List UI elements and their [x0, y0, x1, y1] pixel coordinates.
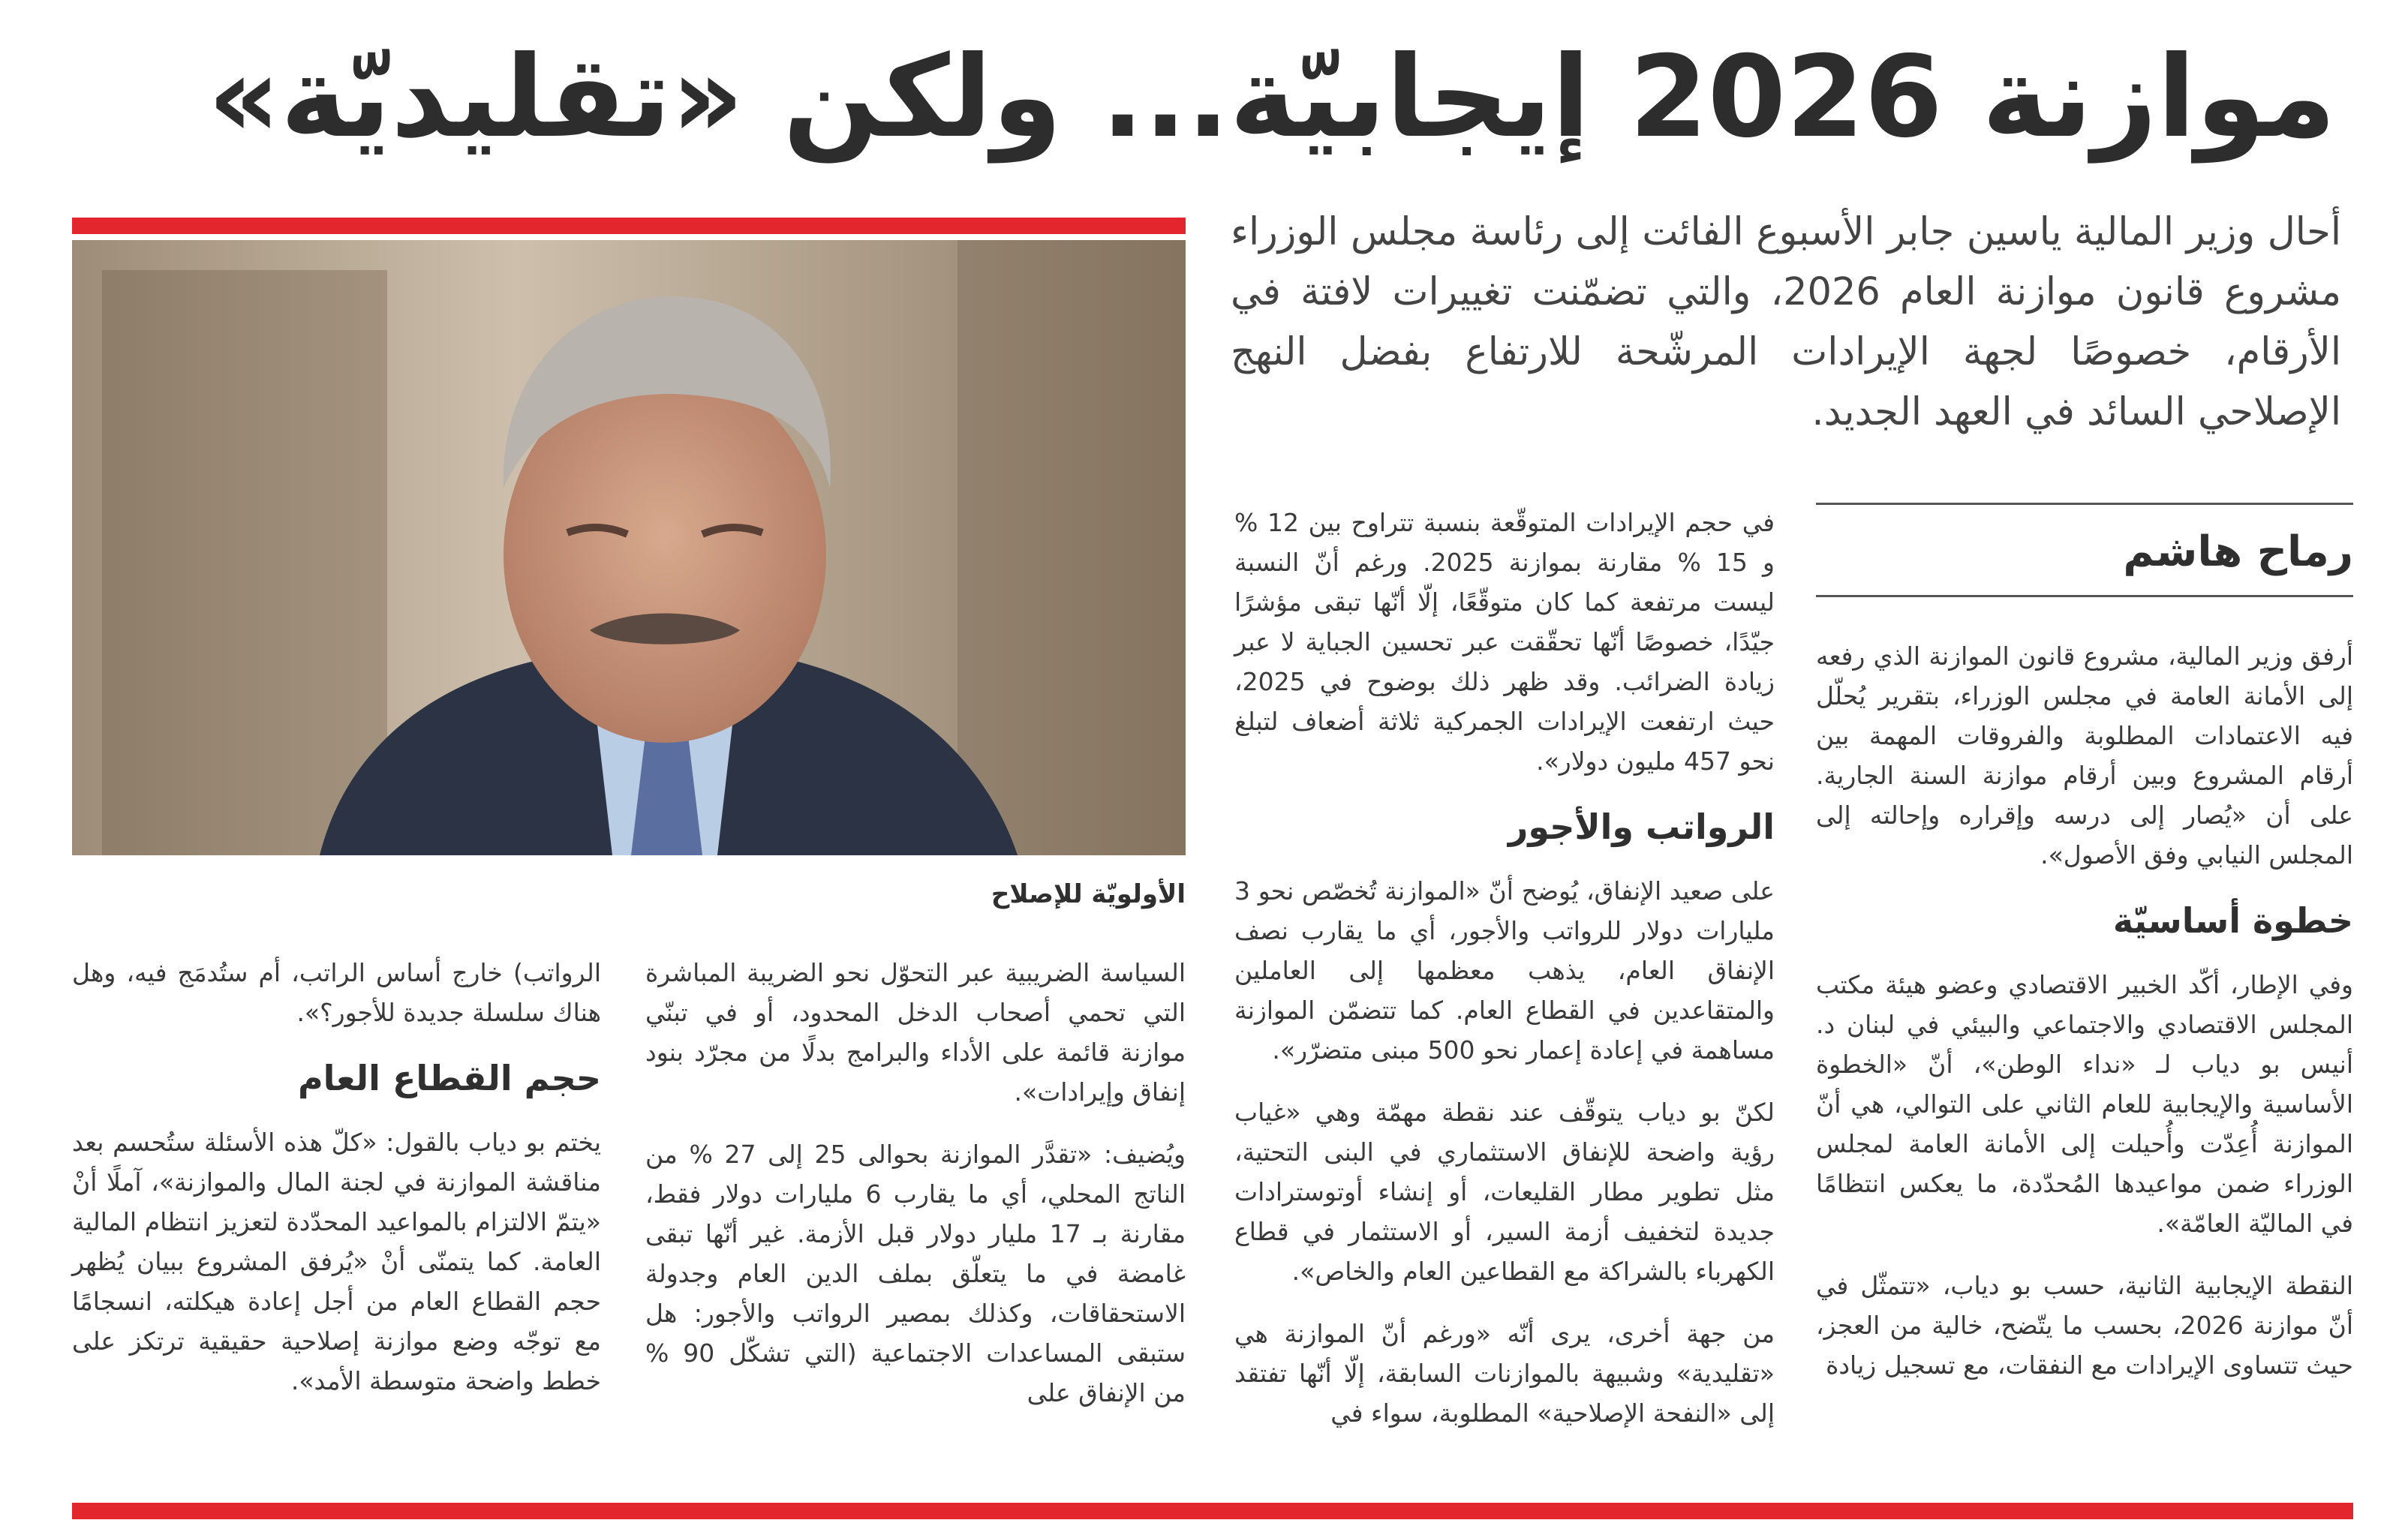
- article-column-2: [1234, 503, 1775, 1455]
- subheading-salaries-wages: الرواتب والأجور: [1508, 807, 1775, 847]
- column-1-paragraph-3: النقطة الإيجابية الثانية، حسب بو دياب، «تتمثّل في أنّ موازنة 2026، بحسب ما يتّضح، خالية من العجز، حيث تتساوى الإيرادات مع النفقات، مع تسجيل زيادة: [1816, 1271, 2354, 1380]
- subheading-basic-step: خطوة أساسيّة: [2112, 900, 2353, 941]
- column-4-paragraph-1: الرواتب) خارج أساس الراتب، أم ستُدمَج فيه، وهل هناك سلسلة جديدة للأجور؟».: [72, 958, 601, 1027]
- author-block: [1816, 503, 2353, 597]
- accent-bar-bottom: [72, 1503, 2353, 1519]
- lead-text: أحال وزير المالية ياسين جابر الأسبوع الفائت إلى رئاسة مجلس الوزراء مشروع قانون موازنة العام 2026، والتي تضمّنت تغييرات لافتة في الأرقام، خصوصًا لجهة الإيرادات المرشّحة للارتفاع بفضل النهج الإصلاحي السائد في العهد الجديد.: [1231, 210, 2342, 434]
- portrait-illustration: [72, 240, 1186, 855]
- column-2-paragraph-4: من جهة أخرى، يرى أنّه «ورغم أنّ الموازنة هي «تقليدية» وشبيهة بالموازنات السابقة، إلّا أنّها تفتقد إلى «النفحة الإصلاحية» المطلوبة، سواء في: [1234, 1319, 1775, 1428]
- column-2-paragraph-3: لكنّ بو دياب يتوقّف عند نقطة مهمّة وهي «غياب رؤية واضحة للإنفاق الاستثماري في البنى التحتية، مثل تطوير مطار القليعات، أو إنشاء أوتوسترادات جديدة لتخفيف أزمة السير، أو الاستثمار في قطاع الكهرباء بالشراكة مع القطاعين العام والخاص».: [1234, 1098, 1775, 1286]
- article-photo: [72, 240, 1186, 855]
- article-column-4: [72, 953, 601, 1423]
- column-2-paragraph-2: على صعيد الإنفاق، يُوضح أنّ «الموازنة تُخصّص نحو 3 مليارات دولار للرواتب والأجور، أي ما يقارب نصف الإنفاق العام، يذهب معظمها إلى العاملين والمتقاعدين في القطاع العام. كما تتضمّن الموازنة مساهمة في إعادة إعمار نحو 500 مبنى متضرّر».: [1234, 876, 1775, 1065]
- column-4-paragraph-2: يختم بو دياب بالقول: «كلّ هذه الأسئلة ستُحسم بعد مناقشة الموازنة في لجنة المال والموازنة»، آملًا أنْ «يتمّ الالتزام بالمواعيد المحدّدة لتعزيز انتظام المالية العامة. كما يتمنّى أنْ «يُرفق المشروع ببيان يُظهر حجم القطاع العام من أجل إعادة هيكلته، انسجامًا مع توجّه وضع موازنة إصلاحية حقيقية ترتكز على خطط واضحة متوسطة الأمد».: [72, 1128, 601, 1395]
- column-3-paragraph-1: السياسة الضريبية عبر التحوّل نحو الضريبة المباشرة التي تحمي أصحاب الدخل المحدود، أو في تبنّي موازنة قائمة على الأداء والبرامج بدلًا من مجرّد بنود إنفاق وإيرادات».: [645, 958, 1186, 1107]
- article-column-3: [645, 953, 1186, 1435]
- author-name: رماح هاشم: [2123, 527, 2353, 576]
- article-column-1: [1816, 503, 2353, 1407]
- headline: موازنة 2026 إيجابيّة... ولكن «تقليديّة»: [207, 32, 2336, 163]
- column-1-paragraph-2: وفي الإطار، أكّد الخبير الاقتصادي وعضو هيئة مكتب المجلس الاقتصادي والاجتماعي والبيئي في لبنان د. أنيس بو دياب لـ «نداء الوطن»، أنّ «الخطوة الأساسية والإيجابية للعام الثاني على التوالي، هي أنّ الموازنة أُعِدّت وأُحيلت إلى الأمانة العامة لمجلس الوزراء ضمن مواعيدها المُحدّدة، ما يعكس انتظامًا في الماليّة العامّة».: [1816, 970, 2353, 1238]
- lead-paragraph: [1231, 203, 2341, 443]
- photo-caption: الأولويّة للإصلاح: [991, 879, 1186, 909]
- column-1-paragraph-1: أرفق وزير المالية، مشروع قانون الموازنة الذي رفعه إلى الأمانة العامة في مجلس الوزراء، بتقرير يُحلّل فيه الاعتمادات المطلوبة والفروقات المهمة بين أرقام المشروع وبين أرقام موازنة السنة الجارية. على أن «يُصار إلى درسه وإقراره وإحالته إلى المجلس النيابي وفق الأصول».: [1816, 641, 2353, 870]
- column-3-paragraph-2: ويُضيف: «تقدَّر الموازنة بحوالى 25 إلى 27 % من الناتج المحلي، أي ما يقارب 6 مليارات دولار فقط، مقارنة بـ 17 مليار دولار قبل الأزمة. غير أنّها تبقى غامضة في ما يتعلّق بملف الدين العام وجدولة الاستحقاقات، وكذلك بمصير الرواتب والأجور: هل ستبقى المساعدات الاجتماعية (التي تشكّل 90 % من الإنفاق على: [645, 1140, 1186, 1407]
- article-photo-container: [72, 218, 1186, 855]
- subheading-public-sector-size: حجم القطاع العام: [297, 1058, 601, 1098]
- column-2-paragraph-1: في حجم الإيرادات المتوقّعة بنسبة تتراوح بين 12 % و 15 % مقارنة بموازنة 2025. ورغم أنّ النسبة ليست مرتفعة كما كان متوقّعًا، إلّا أنّها تبقى مؤشرًا جيّدًا، خصوصًا أنّها تحقّقت عبر تحسين الجباية لا عبر زيادة الضرائب. وقد ظهر ذلك بوضوح في 2025، حيث ارتفعت الإيرادات الجمركية ثلاثة أضعاف لتبلغ نحو 457 مليون دولار».: [1234, 508, 1775, 776]
- accent-bar-top: [72, 218, 1186, 234]
